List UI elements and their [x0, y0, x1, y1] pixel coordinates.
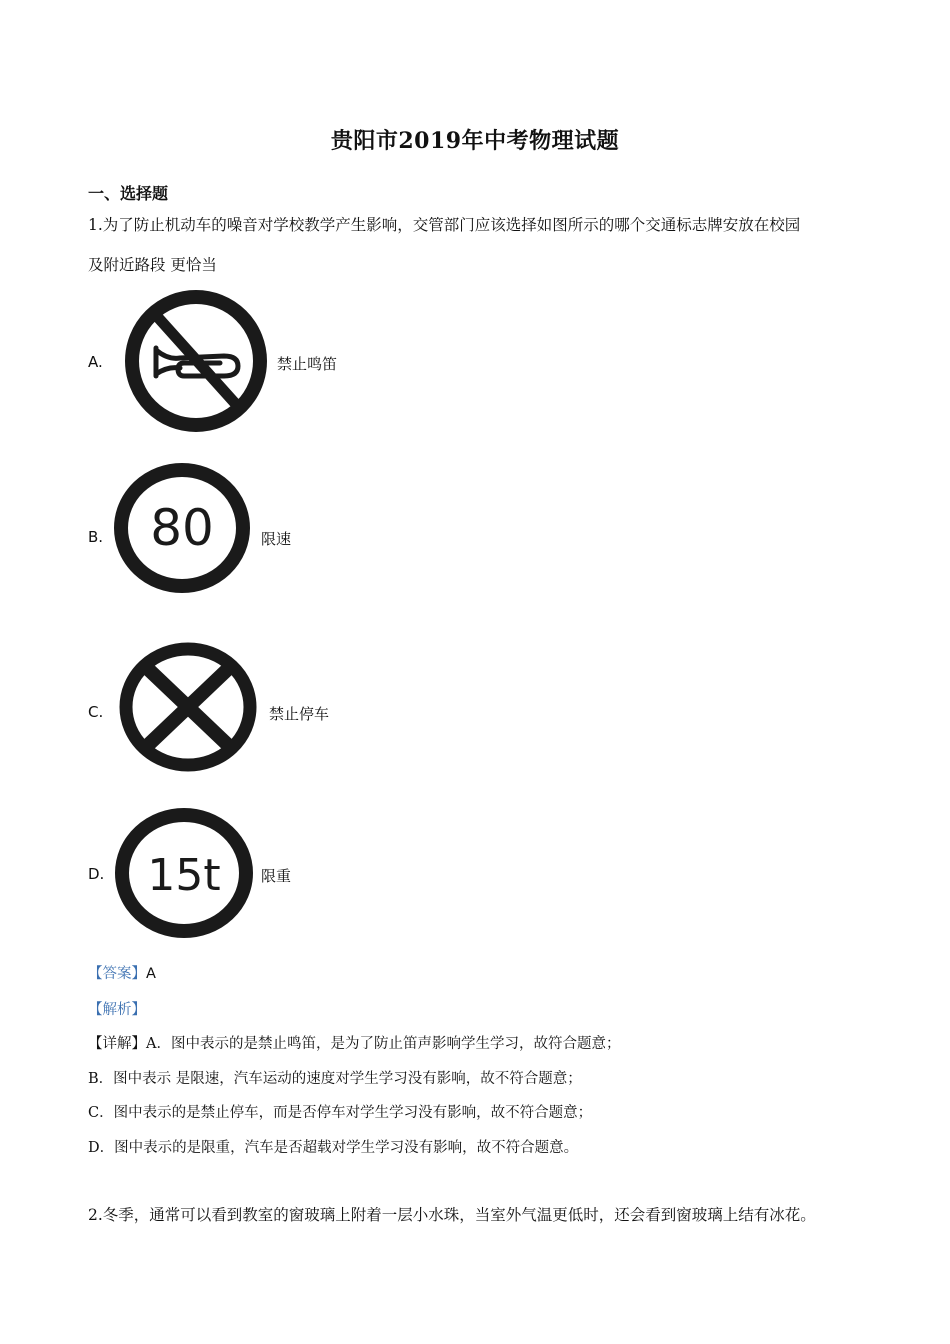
detail-line-a: [88, 1032, 620, 1053]
answer-tag: 【答案】: [88, 966, 146, 982]
section-heading: 一、选择题: [88, 184, 169, 203]
option-a-caption: 禁止鸣笛: [277, 355, 338, 373]
no-horn-sign-icon: [120, 286, 272, 436]
answer-value: A: [146, 966, 156, 982]
option-c-letter: C.: [88, 703, 104, 721]
question-2-text-line-1: 2.冬季，通常可以看到教室的窗玻璃上附着一层小水珠，当室外气温更低时，还会看到窗玻璃上结有冰花。: [88, 1206, 816, 1224]
speed-limit-value: 80: [150, 499, 214, 557]
question-1-text-line-1: 1.为了防止机动车的噪音对学校教学产生影响，交管部门应该选择如图所示的哪个交通标志牌安放在校园: [88, 216, 801, 234]
option-a-letter: A.: [88, 353, 103, 371]
option-d-letter: D.: [88, 865, 105, 883]
option-c-caption: 禁止停车: [269, 705, 330, 723]
page-title: 贵阳市2019年中考物理试题: [330, 128, 620, 154]
detail-a-text: A．图中表示的是禁止鸣笛，是为了防止笛声影响学生学习，故符合题意；: [146, 1036, 621, 1052]
detail-line-d: D．图中表示的是限重，汽车是否超载对学生学习没有影响，故不符合题意。: [88, 1140, 579, 1156]
option-d-caption: 限重: [261, 867, 292, 885]
detail-tag: 【详解】: [88, 1036, 146, 1052]
detail-line-c: C．图中表示的是禁止停车，而是否停车对学生学习没有影响，故不符合题意；: [88, 1105, 593, 1121]
weight-limit-sign-icon: [112, 806, 258, 940]
weight-limit-value: 15t: [147, 850, 221, 901]
analysis-tag: 【解析】: [88, 1002, 146, 1018]
option-b-letter: B.: [88, 528, 104, 546]
speed-limit-sign-icon: [112, 461, 254, 595]
detail-line-b: B．图中表示 是限速，汽车运动的速度对学生学习没有影响，故不符合题意；: [88, 1071, 582, 1087]
option-b-caption: 限速: [261, 530, 292, 548]
answer-line: [88, 962, 156, 983]
question-1-text-line-2: 及附近路段 更恰当: [88, 256, 217, 274]
no-parking-sign-icon: [116, 640, 262, 774]
